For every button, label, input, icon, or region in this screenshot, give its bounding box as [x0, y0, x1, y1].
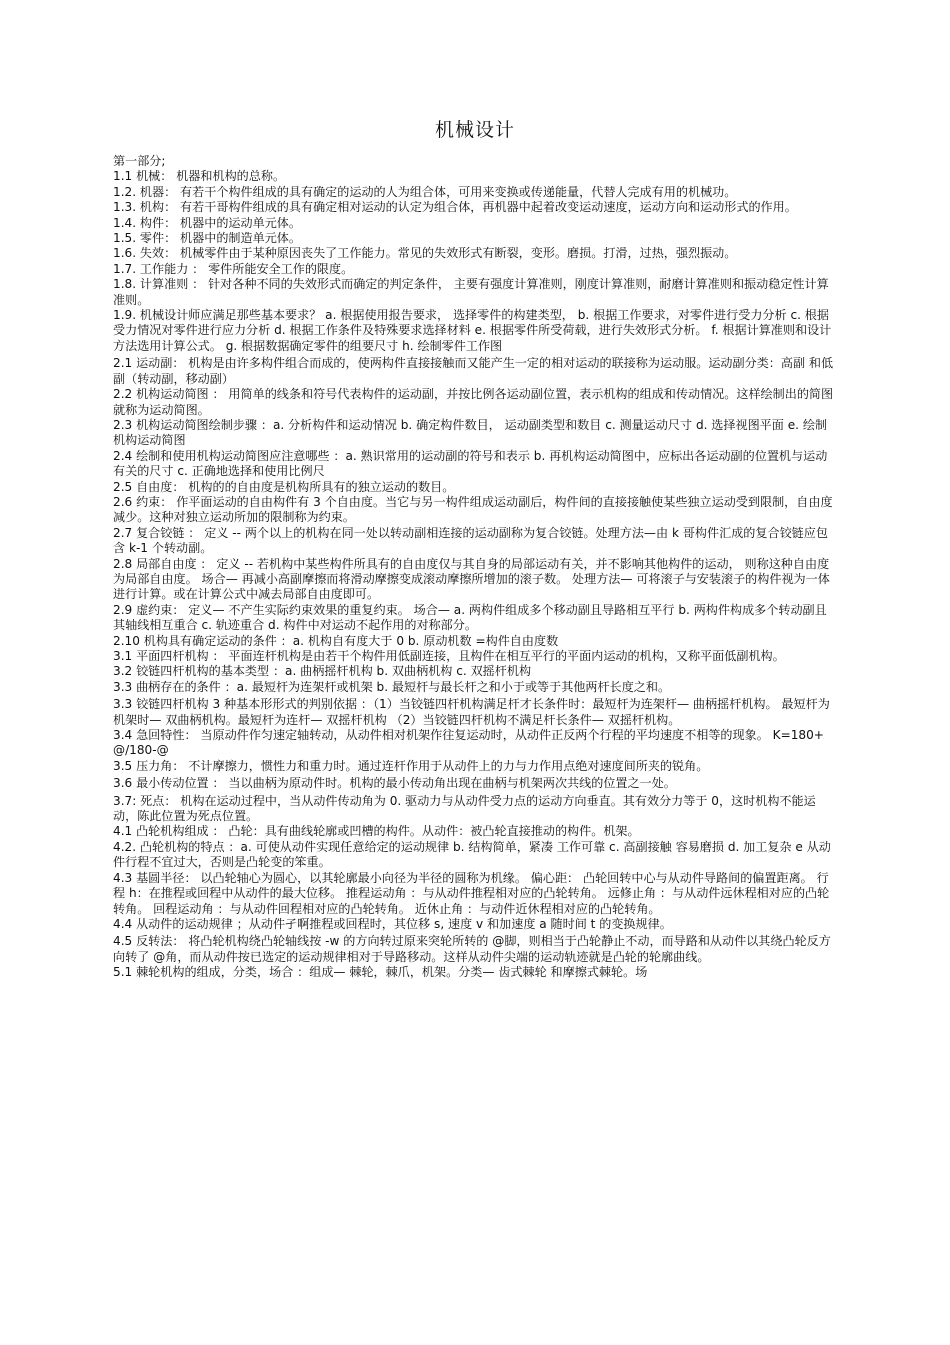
paragraph-4-1: 4.1 凸轮机构组成 ： 凸轮：具有曲线轮廓或凹槽的构件。从动件：被凸轮直接推动的构件。机架。 — [113, 824, 640, 839]
paragraph-1-9: 1.9. 机械设计师应满足那些基本要求？ a. 根据使用报告要求， 选择零件的构建类型， b. 根据工作要求，对零件进行受力分析 c. 根据受力情况对零件进行应力分析 d. 根据工作条件及特殊要求选择材料 e. 根据零件所受荷载，进行失效形式分析。 f. 根据计算准则和设计方法选用计算公式。 g. 根据数据确定零件的组要尺寸 h. 绘制零件工作图 — [113, 308, 832, 353]
paragraph-3-1: 3.1 平面四杆机构 ： 平面连杆机构是由若干个构件用低副连接，且构件在相互平行的平面内运动的机构，又称平面低副机构。 — [113, 649, 785, 663]
paragraph-3-3a: 3.3 曲柄存在的条件 ：a. 最短杆为连架杆或机架 b. 最短杆与最长杆之和小于或等于其他两杆长度之和。 — [113, 679, 671, 694]
paragraph-2-3: 2.3 机构运动简图绘制步骤 ：a. 分析构件和运动情况 b. 确定构件数目， 运动副类型和数目 c. 测量运动尺寸 d. 选择视图平面 e. 绘制机构运动简图 — [113, 417, 828, 448]
paragraph-3-5: 3.5 压力角： 不计摩擦力，惯性力和重力时。通过连杆作用于从动件上的力与力作用点绝对速度间所夹的锐角。 — [113, 758, 709, 773]
paragraph-1-8: 1.8. 计算准则 ： 针对各种不同的失效形式而确定的判定条件， 主要有强度计算准则，刚度计算准则，耐磨计算准则和振动稳定性计算准则。 — [113, 277, 829, 307]
paragraph-2-4: 2.4 绘制和使用机构运动简图应注意哪些 ：a. 熟识常用的运动副的符号和表示 b. 再机构运动简图中，应标出各运动副的位置机与运动有关的尺寸 c. 正确地选择和使用比例尺 — [113, 448, 828, 479]
paragraph-2-10: 2.10 机构具有确定运动的条件 ：a. 机构自有度大于 0 b. 原动机数 =构件自由度数 — [113, 633, 559, 648]
paragraph-2-7: 2.7 复合铰链 ： 定义 -- 两个以上的机构在同一处以转动副相连接的运动副称为复合铰链。处理方法—由 k 哥构件汇成的复合铰链应包含 k-1 个转动副。 — [113, 525, 828, 556]
paragraph-1-6: 1.6. 失效： 机械零件由于某种原因丧失了工作能力。常见的失效形式有断裂，变形。磨损。打滑，过热，强烈振动。 — [113, 246, 737, 261]
paragraph-4-3: 4.3 基圆半径： 以凸轮轴心为圆心，以其轮廓最小向径为半径的圆称为机缘。 偏心距： 凸轮回转中心与从动件导路间的偏置距离。 行程 h：在推程或回程中从动件的最大位移。 推程运动角 ：与从动件推程相对应的凸轮转角。 远修止角 ：与从动件远休程相对应的凸轮转角。 回程运动角 ：与从动件回程相对应的凸轮转角。 近休止角 ：与动件近休程相对应的凸轮转角。 — [113, 870, 830, 916]
paragraph-1-3: 1.3. 机构： 有若干哥构件组成的具有确定相对运动的认定为组合体，再机器中起着改变运动速度，运动方向和运动形式的作用。 — [113, 200, 797, 215]
section-heading: 第一部分; — [113, 154, 166, 168]
paragraph-4-2: 4.2. 凸轮机构的特点 ：a. 可使从动件实现任意给定的运动规律 b. 结构简单，紧凑 工作可靠 c. 高副接触 容易磨损 d. 加工复杂 e 从动件行程不宜过大，否则是凸轮变的笨重。 — [113, 839, 831, 870]
paragraph-3-7: 3.7: 死点： 机构在运动过程中，当从动件传动角为 0. 驱动力与从动件受力点的运动方向垂直。其有效分力等于 0，这时机构不能运动，陈此位置为死点位置。 — [113, 793, 816, 824]
paragraph-3-3b: 3.3 铰链四杆机构 3 种基本形形式的判别依据 ：（1）当铰链四杆机构满足杆才长条件时：最短杆为连架杆— 曲柄摇杆机构。 最短杆为机架时— 双曲柄机构。最短杆为连杆— 双摇杆机构 （2）当铰链四杆机构不满足杆长条件— 双摇杆机构。 — [113, 697, 830, 727]
paragraph-3-4: 3.4 急回特性： 当原动件作匀速定轴转动，从动件相对机架作往复运动时，从动件正反两个行程的平均速度不相等的现象。 K=180+@/180-@ — [113, 728, 824, 758]
paragraph-1-7: 1.7. 工作能力 ： 零件所能安全工作的限度。 — [113, 261, 354, 276]
paragraph-2-6: 2.6 约束： 作平面运动的自由构件有 3 个自由度。当它与另一构件组成运动副后，构件间的直接接触使某些独立运动受到限制，自由度减少。这种对独立运动所加的限制称为约束。 — [113, 494, 833, 525]
document-body — [113, 154, 837, 981]
paragraph-4-4: 4.4 从动件的运动规律 ；从动件孑啊推程或回程时，其位移 s, 速度 v 和加速度 a 随时间 t 的变换规律。 — [113, 916, 672, 931]
paragraph-2-2: 2.2 机构运动简图 ： 用简单的线条和符号代表构件的运动副，并按比例各运动副位置，表示机构的组成和传动情况。这样绘制出的简图就称为运动简图。 — [113, 387, 834, 417]
paragraph-2-1: 2.1 运动副： 机构是由许多构件组合而成的，使两构件直接接触而又能产生一定的相对运动的联接称为运动服。运动副分类：高副 和低副（转动副，移动副） — [113, 356, 834, 386]
paragraph-2-5: 2.5 自由度： 机构的的自由度是机构所具有的独立运动的数目。 — [113, 479, 455, 494]
paragraph-2-9: 2.9 虚约束： 定义— 不产生实际约束效果的重复约束。 场合— a. 两构件组成多个移动副且导路相互平行 b. 两构件构成多个转动副且其轴线相互重合 c. 轨迹重合 d. 构件中对运动不起作用的对称部分。 — [113, 602, 827, 633]
paragraph-5-1: 5.1 棘轮机构的组成，分类，场合 ：组成— 棘轮，棘爪，机架。分类— 齿式棘轮 和摩擦式棘轮。场 — [113, 965, 648, 980]
paragraph-3-6: 3.6 最小传动位置 ： 当以曲柄为原动件时。机构的最小传动角出现在曲柄与机架两次共线的位置之一处。 — [113, 776, 676, 791]
paragraph-1-2: 1.2. 机器： 有若干个构件组成的具有确定的运动的人为组合体，可用来变换或传递能量，代替人完成有用的机械功。 — [113, 184, 737, 199]
paragraph-1-5: 1.5. 零件： 机器中的制造单元体。 — [113, 231, 301, 246]
paragraph-1-4: 1.4. 构件： 机器中的运动单元体。 — [113, 215, 301, 230]
paragraph-3-2: 3.2 铰链四杆机构的基本类型 ：a. 曲柄摇杆机构 b. 双曲柄机构 c. 双摇杆机构 — [113, 664, 532, 679]
paragraph-4-5: 4.5 反转法： 将凸轮机构绕凸轮轴线按 -w 的方向转过原来突轮所转的 @脚，则相当于凸轮静止不动，而导路和从动件以其绕凸轮反方向转了 @角，而从动件按已选定的运动规律相对于导路移动。这样从动件尖端的运动轨迹就是凸轮的轮廓曲线。 — [113, 934, 831, 964]
paragraph-1-1: 1.1 机械： 机器和机构的总称。 — [113, 169, 286, 184]
document-title: 机械设计 — [434, 119, 515, 141]
paragraph-2-8: 2.8 局部自由度 ： 定义 -- 若机构中某些构件所具有的自由度仅与其自身的局部运动有关，并不影响其他构件的运动， 则称这种自由度为局部自由度。 场合— 再减小高副摩擦而将滑动摩擦变成滚动摩擦所增加的滚子数。 处理方法— 可将滚子与安装滚子的构件视为一体进行计算。或在计算公式中减去局部自由度即可。 — [113, 556, 830, 602]
